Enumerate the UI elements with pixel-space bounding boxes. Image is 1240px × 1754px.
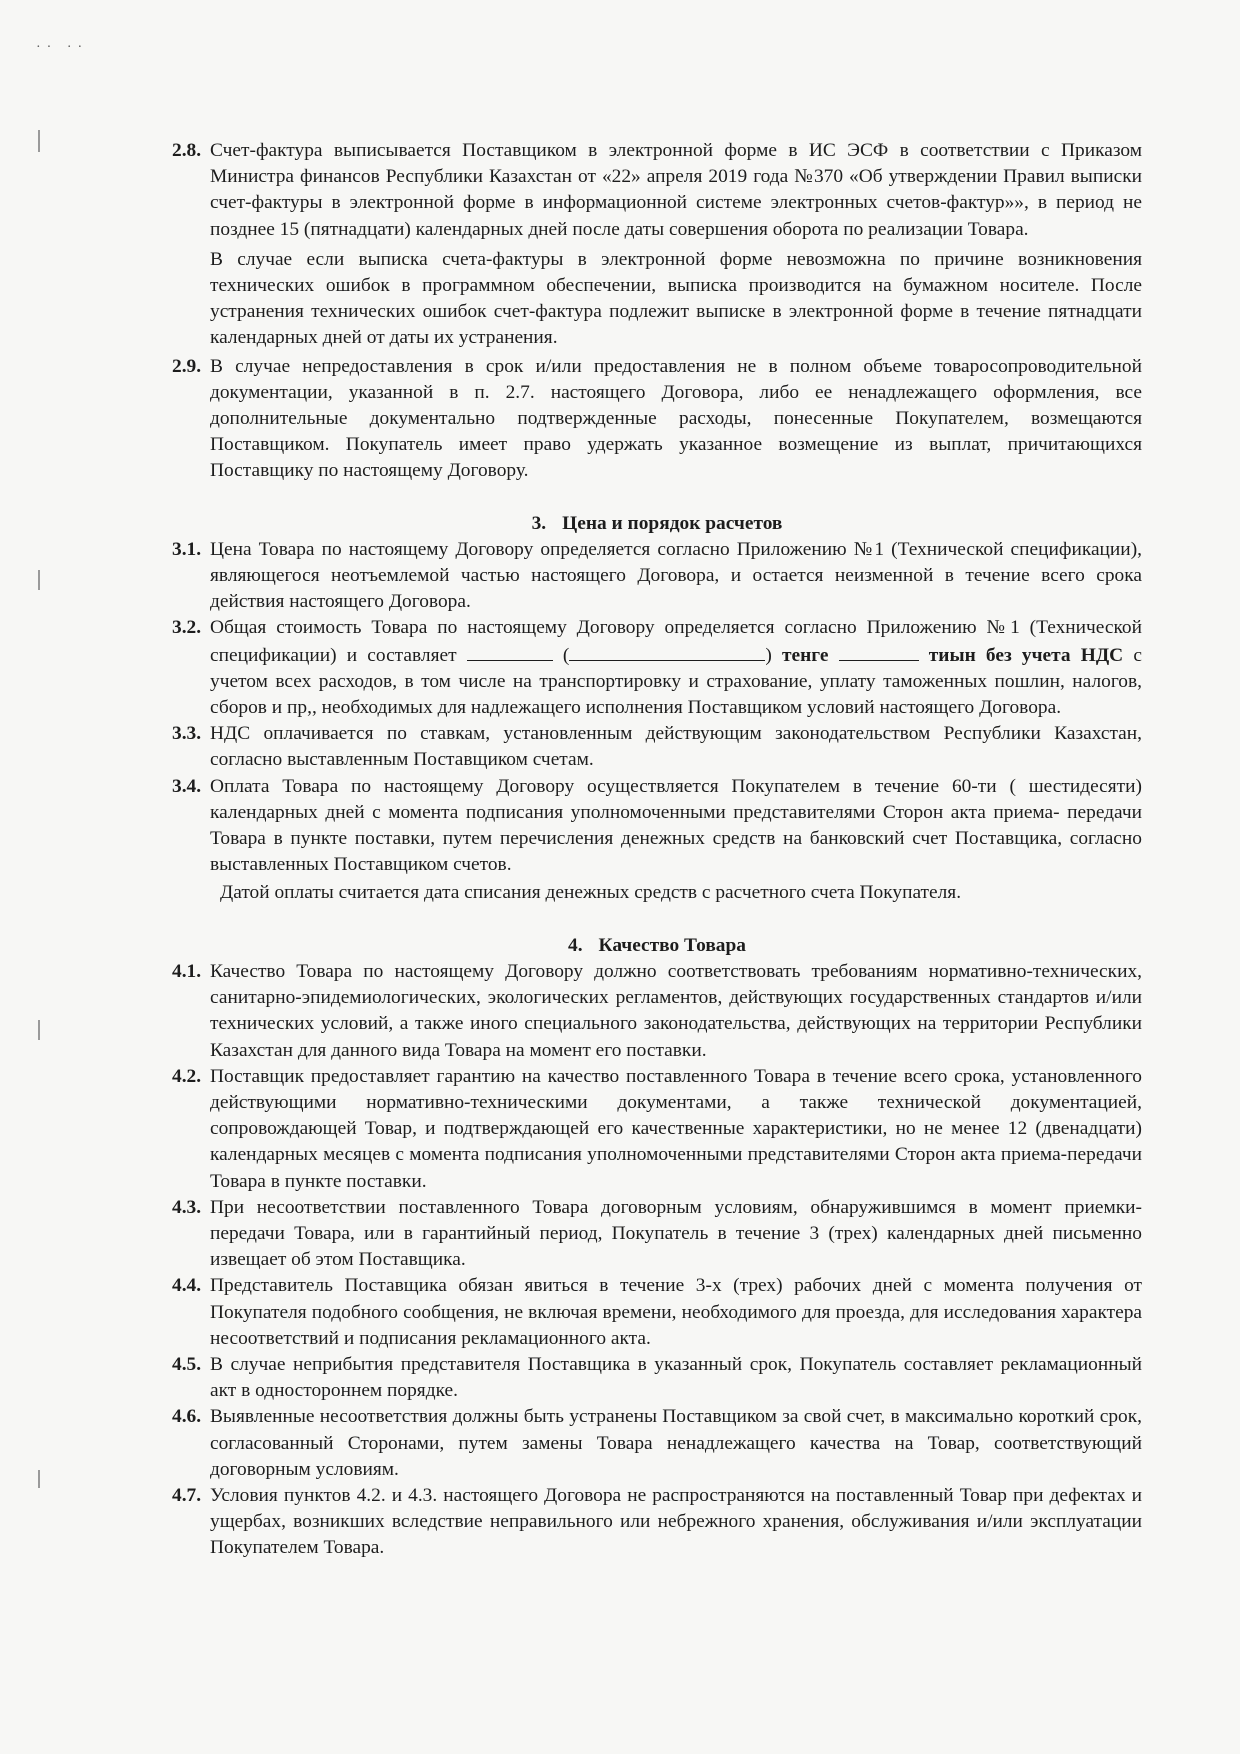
clause-paragraph xyxy=(210,615,1142,721)
clause-4-4 xyxy=(172,1273,1142,1352)
scan-mark xyxy=(38,1470,40,1488)
clause-number: 4.1. xyxy=(172,960,202,982)
clause-3-4 xyxy=(172,774,1142,879)
clause-2-9 xyxy=(172,354,1142,485)
clause-number: 2.9. xyxy=(172,355,202,377)
clause-number: 3.1. xyxy=(172,538,202,560)
clause-number: 3.2. xyxy=(172,617,202,639)
paren-open: ( xyxy=(562,644,570,666)
clause-4-7 xyxy=(172,1483,1142,1562)
clause-4-5 xyxy=(172,1352,1142,1404)
clause-text xyxy=(210,354,1142,485)
currency-label: тенге xyxy=(781,644,829,666)
clause-text-part: Общая стоимость Товара по настоящему Договору определяется согласно Приложению №1 (Технической спецификации) и составляет xyxy=(210,617,1142,666)
vat-note: тиын без учета НДС xyxy=(928,644,1124,666)
clause-paragraph: Представитель Поставщика обязан явиться в течение 3-х (трех) рабочих дней с момента получения от Покупателя подобного сообщения, не включая времени, необходимого для проезда, для исследования характера несоответствий и подписания рекламационного акта. xyxy=(210,1275,1142,1349)
clause-paragraph: Цена Товара по настоящему Договору определяется согласно Приложению №1 (Технической спецификации), являющегося неотъемлемой частью настоящего Договора, и остается неизменной в течение всего срока действия настоящего Договора. xyxy=(210,538,1142,613)
clause-number: 2.8. xyxy=(172,140,202,161)
clause-4-6 xyxy=(172,1404,1142,1483)
section-title: Качество Товара xyxy=(598,934,746,956)
clause-paragraph: Условия пунктов 4.2. и 4.3. настоящего Договора не распространяются на поставленный Товар при дефектах и ущербах, возникших вследствие неправильного или небрежного хранения, обслуживания и/или эксплуатации Покупателем Товара. xyxy=(210,1484,1142,1559)
clause-paragraph: В случае неприбытия представителя Поставщика в указанный срок, Покупатель составляет рекламационный акт в одностороннем порядке. xyxy=(210,1353,1142,1402)
clause-paragraph: В случае непредоставления в срок и/или предоставления не в полном объеме товаросопроводительной документации, указанной в п. 2.7. настоящего Договора, либо ее ненадлежащего оформления, все дополнительные документально подтвержденные расходы, понесенные Покупателем, возмещаются Поставщиком. Покупатель имеет право удержать указанное возмещение из выплат, причитающихся Поставщику по настоящему Договору. xyxy=(210,355,1142,482)
clause-text xyxy=(210,138,1142,352)
section-3-heading xyxy=(172,511,1142,537)
clause-number: 4.6. xyxy=(172,1406,202,1428)
scan-mark xyxy=(38,1020,40,1040)
clause-paragraph: Счет-фактура выписывается Поставщиком в электронной форме в ИС ЭСФ в соответствии с Приказом Министра финансов Республики Казахстан от «22» апреля 2019 года №370 «Об утверждении Правил выписки счет-фактуры в электронной форме в информационной системе электронных счетов-фактур»», в период не позднее 15 (пятнадцати) календарных дней после даты совершения оборота по реализации Товара. xyxy=(210,140,1142,240)
section-4-heading xyxy=(172,933,1142,959)
section-number: 4. xyxy=(568,934,583,956)
clause-paragraph: Поставщик предоставляет гарантию на качество поставленного Товара в течение всего срока, установленного действующими нормативно-техническими документами, а также технической документацией, сопровождающей Товар, и подтверждающей его качественные характеристики, но не менее 12 (двенадцати) календарных месяцев с момента подписания уполномоченными представителями Сторон акта приема-передачи Товара в пункте поставки. xyxy=(210,1065,1142,1192)
clause-paragraph: Выявленные несоответствия должны быть устранены Поставщиком за свой счет, в максимально короткий срок, согласованный Сторонами, путем замены Товара ненадлежащего качества на Товар, соответствующий договорным условиям. xyxy=(210,1406,1142,1480)
clause-paragraph: При несоответствии поставленного Товара договорным условиям, обнаружившимся в момент приемки-передачи Товара, или в гарантийный период, Покупатель в течение 3 (трех) календарных дней письменно извещает об этом Поставщика. xyxy=(210,1196,1142,1271)
amount-blank xyxy=(467,642,553,661)
section-title: Цена и порядок расчетов xyxy=(562,512,783,534)
document-body xyxy=(172,138,1142,1562)
clause-2-8 xyxy=(172,138,1142,352)
clause-number: 3.3. xyxy=(172,723,202,745)
scan-specks: ·· ·· xyxy=(36,40,89,55)
clause-paragraph: Оплата Товара по настоящему Договору осуществляется Покупателем в течение 60-ти ( шестидесяти) календарных дней с момента подписания уполномоченными представителями Сторон акта приема- передачи Товара в пункте поставки, путем перечисления денежных средств на банковский счет Поставщика, согласно выставленных Поставщиком счетов. xyxy=(210,775,1142,876)
clause-number: 4.5. xyxy=(172,1353,202,1375)
clause-paragraph: Качество Товара по настоящему Договору должно соответствовать требованиям нормативно-технических, санитарно-эпидемиологических, экологических регламентов, действующих государственных стандартов и/или технических условий, а также иного специального законодательства, действующих на территории Республики Казахстан для данного вида Товара на момент его поставки. xyxy=(210,960,1142,1061)
paren-close: ) xyxy=(765,644,772,666)
clause-paragraph: НДС оплачивается по ставкам, установленным действующим законодательством Республики Казахстан, согласно выставленным Поставщиком счетам. xyxy=(210,723,1142,771)
clause-4-1 xyxy=(172,959,1142,1064)
clause-number: 4.7. xyxy=(172,1484,202,1506)
clause-number: 3.4. xyxy=(172,775,202,797)
clause-number: 4.2. xyxy=(172,1065,202,1087)
clause-number: 4.4. xyxy=(172,1275,202,1297)
clause-paragraph: В случае если выписка счета-фактуры в электронной форме невозможна по причине возникновения технических ошибок в программном обеспечении, выписка производится на бумажном носителе. После устранения технических ошибок счет-фактура подлежит выписке в электронной форме в течение пятнадцати календарных дней от даты их устранения. xyxy=(210,248,1142,349)
clause-3-2 xyxy=(172,615,1142,721)
clause-4-2 xyxy=(172,1064,1142,1195)
amount-words-blank xyxy=(569,642,765,661)
scan-mark xyxy=(38,570,40,590)
tiyn-blank xyxy=(839,642,919,661)
scan-mark xyxy=(38,130,40,152)
clause-3-1 xyxy=(172,537,1142,616)
clause-number: 4.3. xyxy=(172,1196,202,1218)
clause-3-3 xyxy=(172,721,1142,773)
clause-text-part: с учетом всех расходов, в том числе на транспортировку и страхование, уплату таможенных пошлин, налогов, сборов и пр,, необходимых для надлежащего исполнения Поставщиком условий настоящего Договора. xyxy=(210,644,1142,719)
clause-4-3 xyxy=(172,1195,1142,1274)
payment-date-note: Датой оплаты считается дата списания денежных средств с расчетного счета Покупателя. xyxy=(220,882,962,904)
section-number: 3. xyxy=(531,512,547,534)
